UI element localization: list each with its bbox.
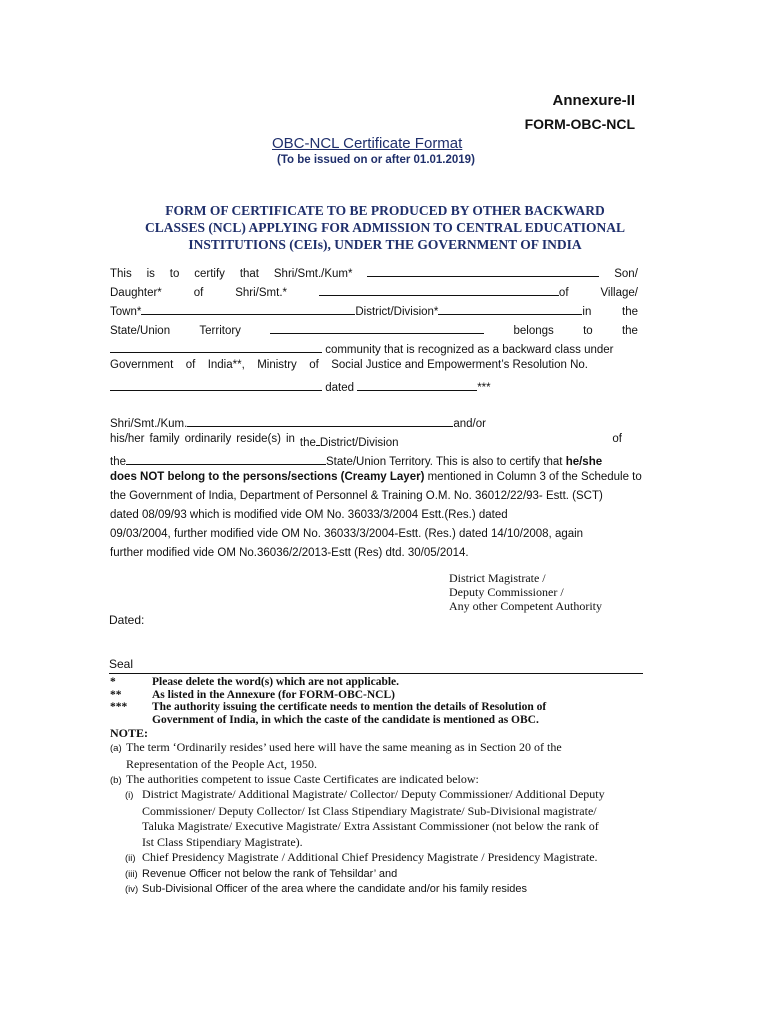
p2-line-8: further modified vide OM No.36036/2/2013-Estt (Res) dtd. 30/05/2014. (110, 547, 469, 559)
word: the (299, 437, 316, 449)
word: that (239, 268, 259, 280)
footnote-text: Please delete the word(s) which are not applicable. (152, 676, 400, 688)
word: reside(s) (236, 433, 281, 445)
text: mentioned in Column 3 of the Schedule to (424, 471, 642, 483)
cert-line-3 (110, 302, 638, 321)
word: of (612, 433, 622, 445)
certificate-paragraph-2 (110, 414, 642, 566)
main-title-line-3: INSTITUTIONS (CEIs), UNDER THE GOVERNMENT OF INDIA (188, 237, 582, 252)
cert-line-4 (110, 321, 638, 340)
text: and/or (453, 418, 486, 430)
footnote-4 (110, 714, 546, 727)
word: is (146, 268, 155, 280)
word: Daughter* (110, 287, 162, 299)
p2-line-6: dated 08/09/93 which is modified vide OM No. 36033/3/2004 Estt.(Res.) dated (110, 509, 508, 521)
word: State/Union (110, 325, 171, 337)
text: Shri/Smt./Kum. (110, 418, 188, 430)
cert-line-5 (110, 340, 638, 359)
note-text: The authorities competent to issue Caste Certificates are indicated below: (126, 772, 479, 786)
word: to (583, 325, 593, 337)
seal-divider (109, 673, 643, 674)
p2-line-7: 09/03/2004, further modified vide OM No. 36033/3/2004-Estt. (Res.) dated 14/10/2008, again (110, 528, 584, 540)
signatory-line-1: District Magistrate / (449, 571, 546, 585)
text: dated (325, 382, 354, 394)
main-title (95, 202, 675, 253)
note-text: Taluka Magistrate/ Executive Magistrate/ Extra Assistant Commissioner (not below the rank of (142, 819, 599, 833)
word: of (558, 287, 569, 299)
creamy-layer-text: does NOT belong to the persons/sections (Creamy Layer) (110, 471, 425, 483)
main-title-line-1: FORM OF CERTIFICATE TO BE PRODUCED BY OTHER BACKWARD (165, 203, 605, 218)
note-text: Revenue Officer not below the rank of Tehsildar’ and (142, 867, 398, 880)
text: community that is recognized as a backward class under (325, 344, 614, 356)
p2-line-2 (110, 433, 622, 452)
footnote-mark: * (110, 676, 116, 688)
word: the (622, 306, 638, 318)
word: ordinarily (184, 433, 232, 445)
certificate-paragraph-1 (110, 264, 638, 397)
format-title: OBC-NCL Certificate Format (272, 135, 463, 152)
issue-note: (To be issued on or after 01.01.2019) (277, 154, 475, 166)
state-blank[interactable] (270, 321, 484, 334)
footnote-mark: *** (110, 701, 128, 713)
member-name-blank[interactable] (187, 414, 453, 427)
word: his/her (110, 433, 145, 445)
p2-line-3 (110, 452, 622, 471)
word: Shri/Smt.* (235, 287, 287, 299)
main-title-line-2: CLASSES (NCL) APPLYING FOR ADMISSION TO CENTRAL EDUCATIONAL (145, 220, 625, 235)
word: certify (194, 268, 225, 280)
word: Territory (199, 325, 241, 337)
signatory-line-3: Any other Competent Authority (449, 599, 602, 613)
word: Shri/Smt./Kum* (273, 268, 353, 280)
word: Town* (110, 306, 142, 318)
parent-name-blank[interactable] (319, 283, 559, 296)
dated-label: Dated: (109, 613, 145, 627)
note-b-list (125, 787, 605, 898)
footnote-text: Government of India, in which the caste of the candidate is mentioned as OBC. (152, 713, 539, 726)
footnote-3 (110, 701, 546, 714)
cert-line-7 (110, 378, 638, 397)
word: in (285, 433, 295, 445)
word: India**, (207, 359, 245, 371)
name-blank[interactable] (367, 264, 599, 277)
text: *** (477, 382, 491, 394)
state-blank-2[interactable] (126, 452, 326, 465)
signatory-line-2: Deputy Commissioner / (449, 585, 564, 599)
word: the (621, 325, 638, 337)
note-a (110, 740, 562, 789)
footnotes (110, 676, 546, 726)
note-text: Chief Presidency Magistrate / Additional Chief Presidency Magistrate / Presidency Magistrate. (142, 850, 598, 864)
p2-line-1 (110, 414, 622, 433)
resolution-date-blank[interactable] (357, 378, 477, 391)
text: he/she (565, 456, 603, 468)
note-text: Sub-Divisional Officer of the area where the candidate and/or his family resides (142, 883, 527, 895)
note-mark: (iii) (125, 868, 138, 880)
text: State/Union Territory. This is also to certify that (326, 456, 566, 468)
note-text: District Magistrate/ Additional Magistrate/ Collector/ Deputy Commissioner/ Additional Deputy (142, 787, 605, 801)
note-mark: (a) (110, 743, 122, 754)
text: the (110, 456, 126, 468)
word: This (110, 268, 132, 280)
word: family (149, 433, 180, 445)
word: of (309, 359, 319, 371)
word: belongs (513, 325, 554, 337)
cert-line-1 (110, 264, 638, 283)
resolution-no-blank[interactable] (110, 378, 322, 391)
word: in (582, 306, 592, 318)
signatory-block (449, 571, 602, 613)
word: District/Division (319, 437, 399, 449)
seal-label: Seal (109, 657, 134, 671)
footnote-2 (110, 689, 546, 702)
note-mark: (b) (110, 775, 122, 786)
p2-line-4 (110, 471, 642, 490)
cert-line-6 (110, 359, 588, 378)
note-mark: (i) (125, 790, 134, 801)
word: Son/ (614, 268, 638, 280)
p2-line-5: the Government of India, Department of Personnel & Training O.M. No. 36012/22/93- Estt. (SCT) (110, 490, 603, 502)
form-code: FORM-OBC-NCL (524, 116, 635, 132)
annexure-label: Annexure-II (552, 92, 635, 109)
word: Village/ (600, 287, 638, 299)
word: Social Justice and Empowerment’s Resolution No. (331, 359, 588, 371)
word: to (169, 268, 180, 280)
note-text: The term ‘Ordinarily resides’ used here will have the same meaning as in Section 20 of the (126, 740, 562, 754)
community-blank[interactable] (110, 340, 322, 353)
cert-line-2 (110, 283, 638, 302)
word: Ministry (257, 359, 297, 371)
footnote-mark: ** (110, 688, 122, 701)
word: of (193, 287, 204, 299)
note-text: Representation of the People Act, 1950. (126, 756, 317, 771)
footnote-text: As listed in the Annexure (for FORM-OBC-NCL) (152, 688, 395, 701)
footnote-text: The authority issuing the certificate needs to mention the details of Resolution of (152, 701, 547, 713)
note-mark: (iv) (125, 884, 139, 895)
note-heading: NOTE: (110, 726, 149, 740)
town-blank[interactable] (141, 302, 355, 315)
note-text: Commissioner/ Deputy Collector/ Ist Class Stipendiary Magistrate/ Sub-Divisional magistrate/ (142, 803, 597, 818)
word: Government (110, 359, 174, 371)
note-text: Ist Class Stipendiary Magistrate). (142, 834, 303, 849)
district-blank[interactable] (438, 302, 582, 315)
footnote-1 (110, 676, 546, 689)
word: of (185, 359, 196, 371)
word: District/Division* (355, 306, 439, 318)
note-mark: (ii) (125, 853, 136, 864)
